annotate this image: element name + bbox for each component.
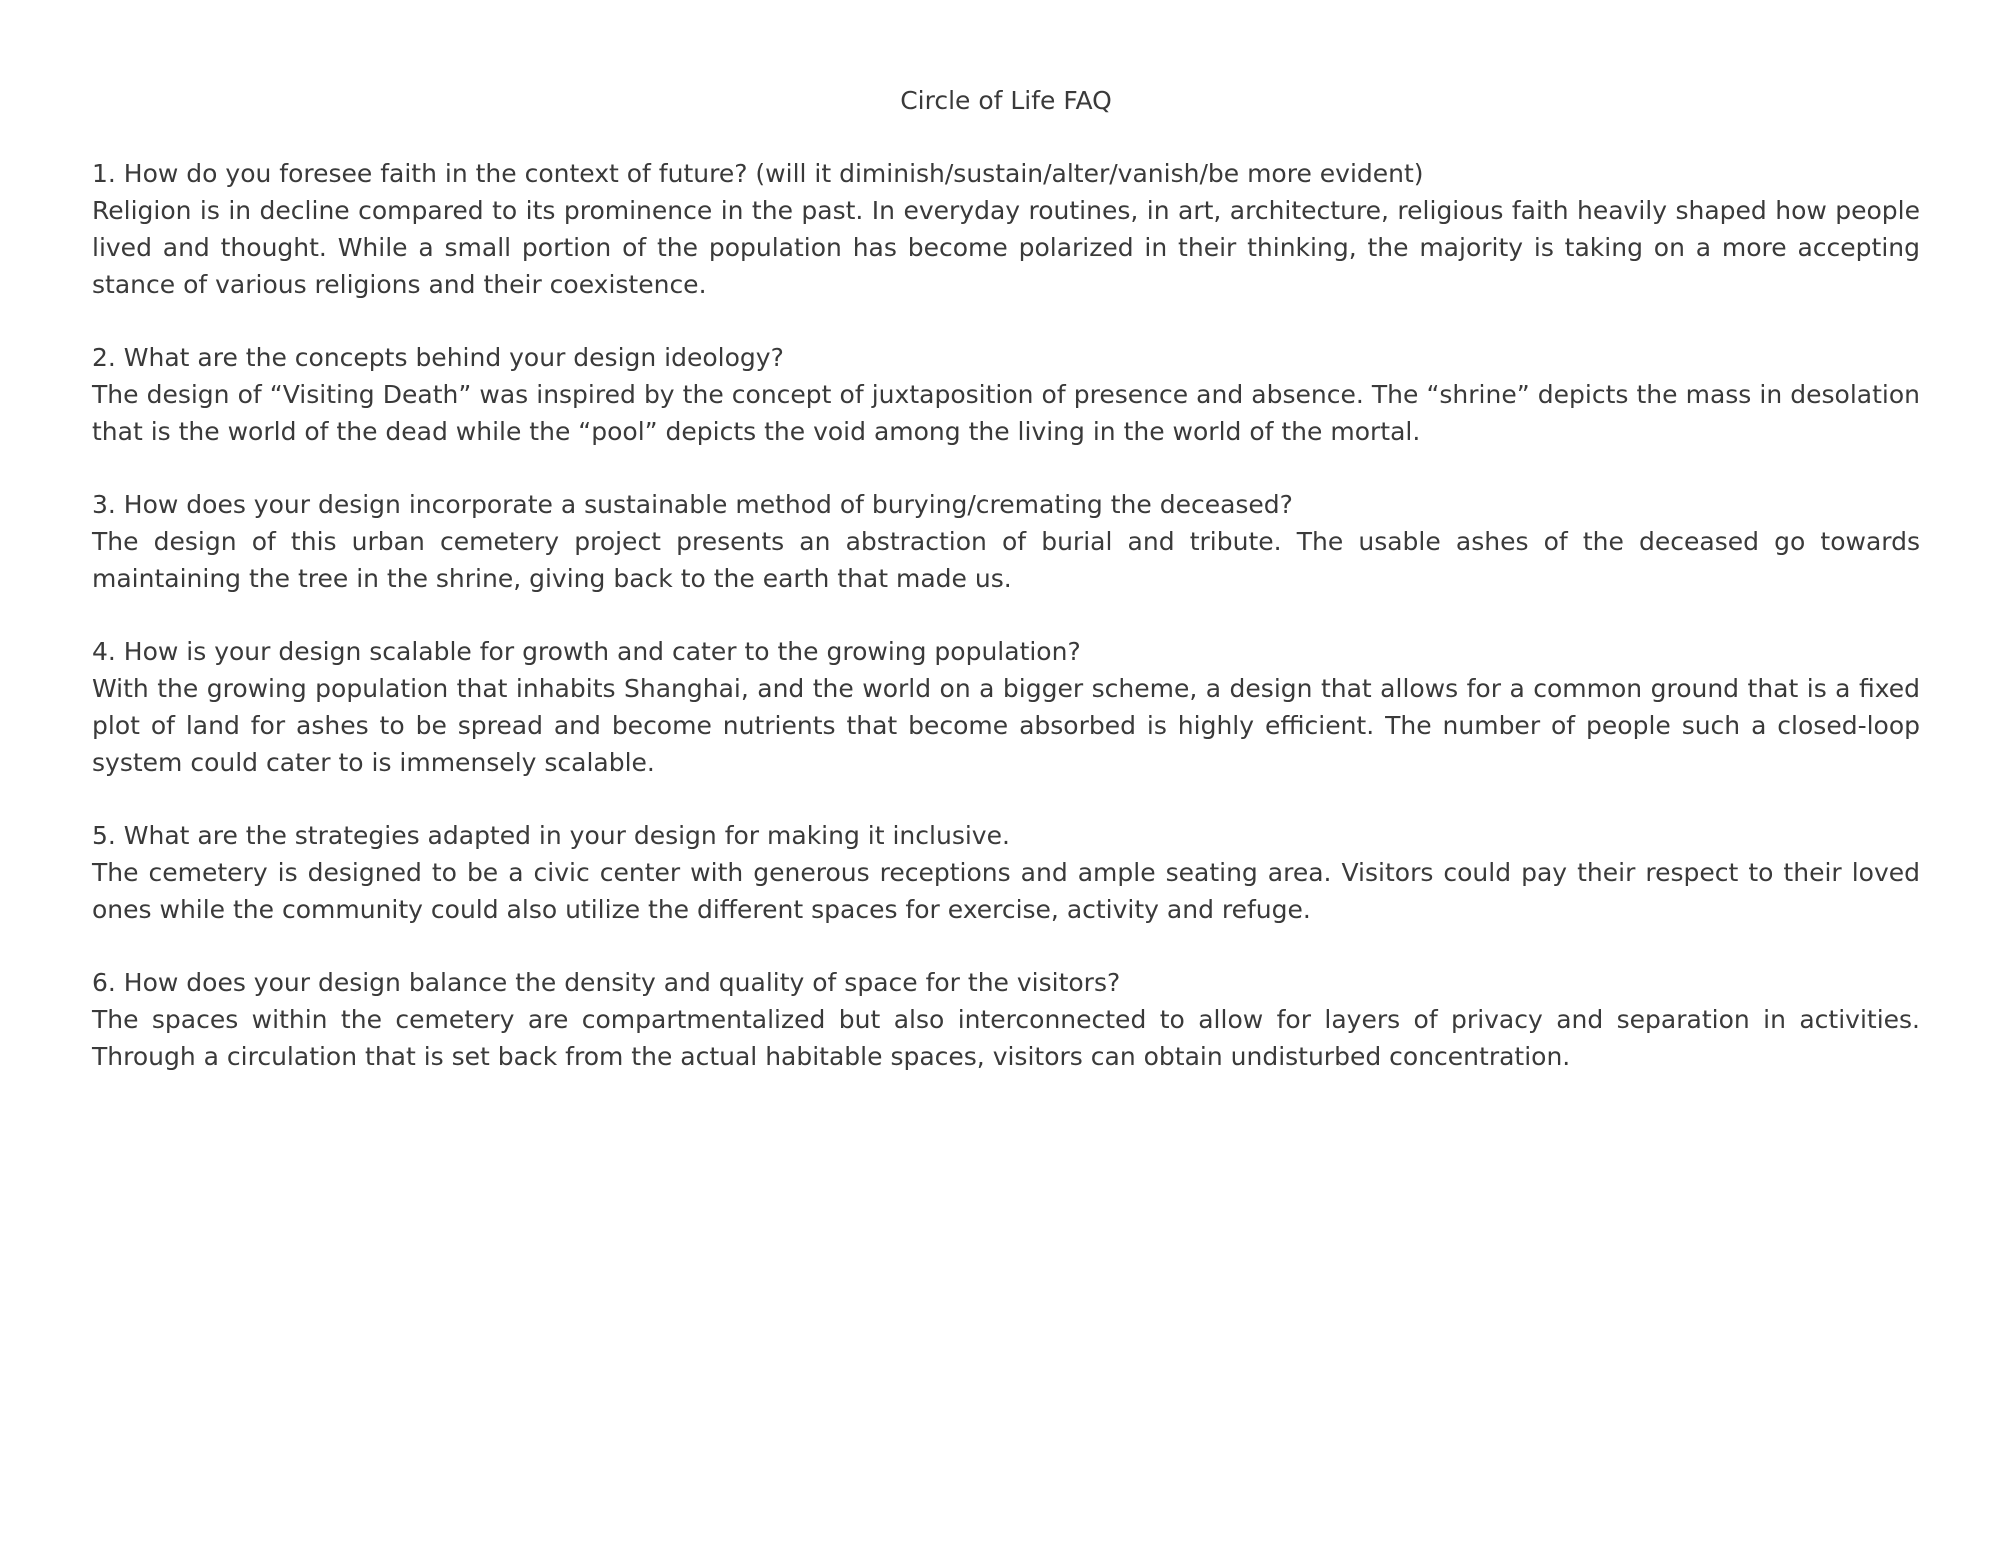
faq-item-1 [92, 155, 1920, 303]
faq-answer: The design of “Visiting Death” was inspired by the concept of juxtaposition of presence and absence. The “shrine” depicts the mass in desolation that is the world of the dead while the “pool” depicts the void among the living in the world of the mortal. [92, 380, 1920, 446]
document-title: Circle of Life FAQ [900, 86, 1112, 115]
faq-answer: Religion is in decline compared to its prominence in the past. In everyday routines, in art, architecture, religious faith heavily shaped how people lived and thought. While a small portion of the population has become polarized in their thinking, the majority is taking on a more accepting stance of various religions and their coexistence. [92, 196, 1920, 299]
faq-item-4 [92, 633, 1920, 781]
faq-question: 2. What are the concepts behind your design ideology? [92, 343, 784, 372]
faq-item-2 [92, 339, 1920, 450]
faq-question: 3. How does your design incorporate a sustainable method of burying/cremating the deceased? [92, 490, 1293, 519]
faq-answer: With the growing population that inhabits Shanghai, and the world on a bigger scheme, a design that allows for a common ground that is a fixed plot of land for ashes to be spread and become nutrients that become absorbed is highly efficient. The number of people such a closed-loop system could cater to is immensely scalable. [92, 674, 1920, 777]
faq-answer: The cemetery is designed to be a civic center with generous receptions and ample seating area. Visitors could pay their respect to their loved ones while the community could also utilize the different spaces for exercise, activity and refuge. [92, 858, 1920, 924]
faq-item-3 [92, 486, 1920, 597]
document-page [92, 82, 1920, 1111]
faq-answer: The design of this urban cemetery project presents an abstraction of burial and tribute. The usable ashes of the deceased go towards maintaining the tree in the shrine, giving back to the earth that made us. [92, 527, 1920, 593]
faq-question: 5. What are the strategies adapted in your design for making it inclusive. [92, 821, 1010, 850]
faq-question: 1. How do you foresee faith in the context of future? (will it diminish/sustain/alter/vanish/be more evident) [92, 159, 1424, 188]
faq-question: 6. How does your design balance the density and quality of space for the visitors? [92, 968, 1121, 997]
faq-item-5 [92, 817, 1920, 928]
faq-item-6 [92, 964, 1920, 1075]
faq-answer: The spaces within the cemetery are compartmentalized but also interconnected to allow for layers of privacy and separation in activities. Through a circulation that is set back from the actual habitable spaces, visitors can obtain undisturbed concentration. [92, 1005, 1920, 1071]
faq-question: 4. How is your design scalable for growth and cater to the growing population? [92, 637, 1081, 666]
